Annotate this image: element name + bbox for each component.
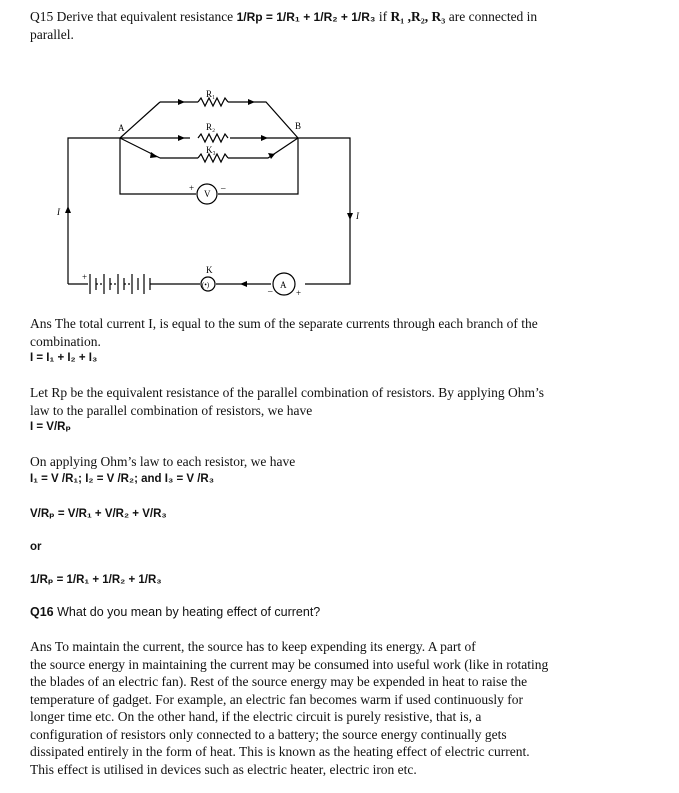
q16-line: configuration of resistors only connected to a battery; the source energy continually gets bbox=[30, 726, 507, 742]
ammeter-minus: – bbox=[268, 286, 273, 296]
ans15-paragraph3: On applying Ohm’s law to each resistor, we have bbox=[30, 454, 296, 469]
q15-line2: parallel. bbox=[30, 27, 74, 42]
q15-resistors: R₁ ,R₂, R₃ bbox=[390, 9, 446, 24]
label-current-right: I bbox=[356, 211, 359, 221]
left-wire bbox=[68, 138, 120, 284]
q16-line: longer time etc. On the other hand, if the electric circuit is purely resistive, that is, a bbox=[30, 709, 482, 724]
ans15-or: or bbox=[30, 541, 42, 553]
q16-line: temperature of gadget. For example, an electric fan becomes warm if used continuously for bbox=[30, 691, 523, 707]
arrow-r1-in bbox=[178, 99, 185, 105]
q16-number: Q16 bbox=[30, 605, 54, 619]
ans15-formula1: I = I₁ + I₂ + I₃ bbox=[30, 352, 98, 364]
right-wire bbox=[298, 138, 350, 284]
parallel-circuit-diagram bbox=[30, 80, 390, 302]
arrow-current-left bbox=[65, 206, 71, 213]
ans15-line1: Ans The total current I, is equal to the sum of the separate currents through each branch of the bbox=[30, 316, 538, 331]
resistor-r3 bbox=[198, 154, 228, 162]
q16-question bbox=[30, 605, 660, 619]
q16-text: What do you mean by heating effect of current? bbox=[57, 605, 321, 619]
arrow-bottom bbox=[240, 281, 247, 287]
voltmeter-minus: – bbox=[221, 183, 226, 193]
ans15-p2-line2: law to the parallel combination of resistors, we have bbox=[30, 402, 313, 418]
q15-equation: 1/Rp = 1/R₁ + 1/R₂ + 1/R₃ bbox=[236, 10, 376, 24]
q16-line: the source energy in maintaining the current may be consumed into useful work (like in rotating bbox=[30, 656, 549, 672]
label-r2: R₂ bbox=[206, 122, 216, 132]
q16-line: Ans To maintain the current, the source has to keep expending its energy. A part of bbox=[30, 639, 476, 654]
ammeter-plus: + bbox=[296, 288, 302, 298]
voltmeter-wire-left bbox=[120, 138, 196, 194]
q16-line: This effect is utilised in devices such as electric heater, electric iron etc. bbox=[30, 761, 417, 777]
q16-line: the blades of an electric fan). Rest of the source energy may be expended in heat to raise the bbox=[30, 674, 528, 689]
q15-line1 bbox=[30, 8, 660, 26]
label-voltmeter: V bbox=[204, 189, 211, 199]
arrow-r2-in bbox=[178, 135, 185, 141]
q16-line: dissipated entirely in the form of heat. This is known as the heating effect of electric current. bbox=[30, 744, 530, 759]
label-key: K bbox=[206, 265, 213, 275]
arrow-r3-in bbox=[150, 152, 158, 158]
label-a: A bbox=[118, 123, 125, 133]
battery bbox=[90, 274, 150, 294]
arrow-r2-out bbox=[261, 135, 268, 141]
ans15-formula5: 1/Rₚ = 1/R₁ + 1/R₂ + 1/R₃ bbox=[30, 574, 162, 586]
battery-plus: + bbox=[82, 272, 88, 282]
label-r3: K₃ bbox=[206, 145, 216, 155]
arrow-r3-out bbox=[268, 153, 275, 159]
ans15-line2: combination. bbox=[30, 333, 101, 349]
label-r1: R₁ bbox=[206, 89, 216, 99]
label-current-left: I bbox=[57, 207, 60, 217]
label-b: B bbox=[295, 121, 302, 131]
arrow-r1-out bbox=[248, 99, 255, 105]
q15-prefix: Derive that equivalent resistance bbox=[56, 9, 234, 24]
resistor-r1 bbox=[198, 98, 228, 106]
q15-question bbox=[30, 8, 660, 43]
q15-number: Q15 bbox=[30, 9, 54, 24]
voltmeter-plus: + bbox=[189, 183, 195, 193]
label-ammeter: A bbox=[280, 280, 287, 290]
arrow-current-right bbox=[347, 213, 353, 220]
ans15-paragraph1 bbox=[30, 315, 660, 350]
ans15-p2-line1: Let Rp be the equivalent resistance of the parallel combination of resistors. By applying Ohm’s bbox=[30, 385, 544, 400]
ans15-formula2: I = V/Rₚ bbox=[30, 421, 71, 433]
ans15-formula4: V/Rₚ = V/R₁ + V/R₂ + V/R₃ bbox=[30, 508, 167, 520]
resistor-r2 bbox=[198, 134, 228, 142]
ans15-formula3: I₁ = V /R₁; I₂ = V /R₂; and I₃ = V /R₃ bbox=[30, 473, 215, 485]
q15-suffix: are connected in bbox=[448, 9, 538, 24]
q15-if: if bbox=[378, 9, 388, 24]
ans15-paragraph2 bbox=[30, 384, 660, 419]
key-symbol: (•) bbox=[202, 281, 210, 289]
branch-r1-left bbox=[120, 102, 160, 138]
q16-answer bbox=[30, 638, 660, 778]
